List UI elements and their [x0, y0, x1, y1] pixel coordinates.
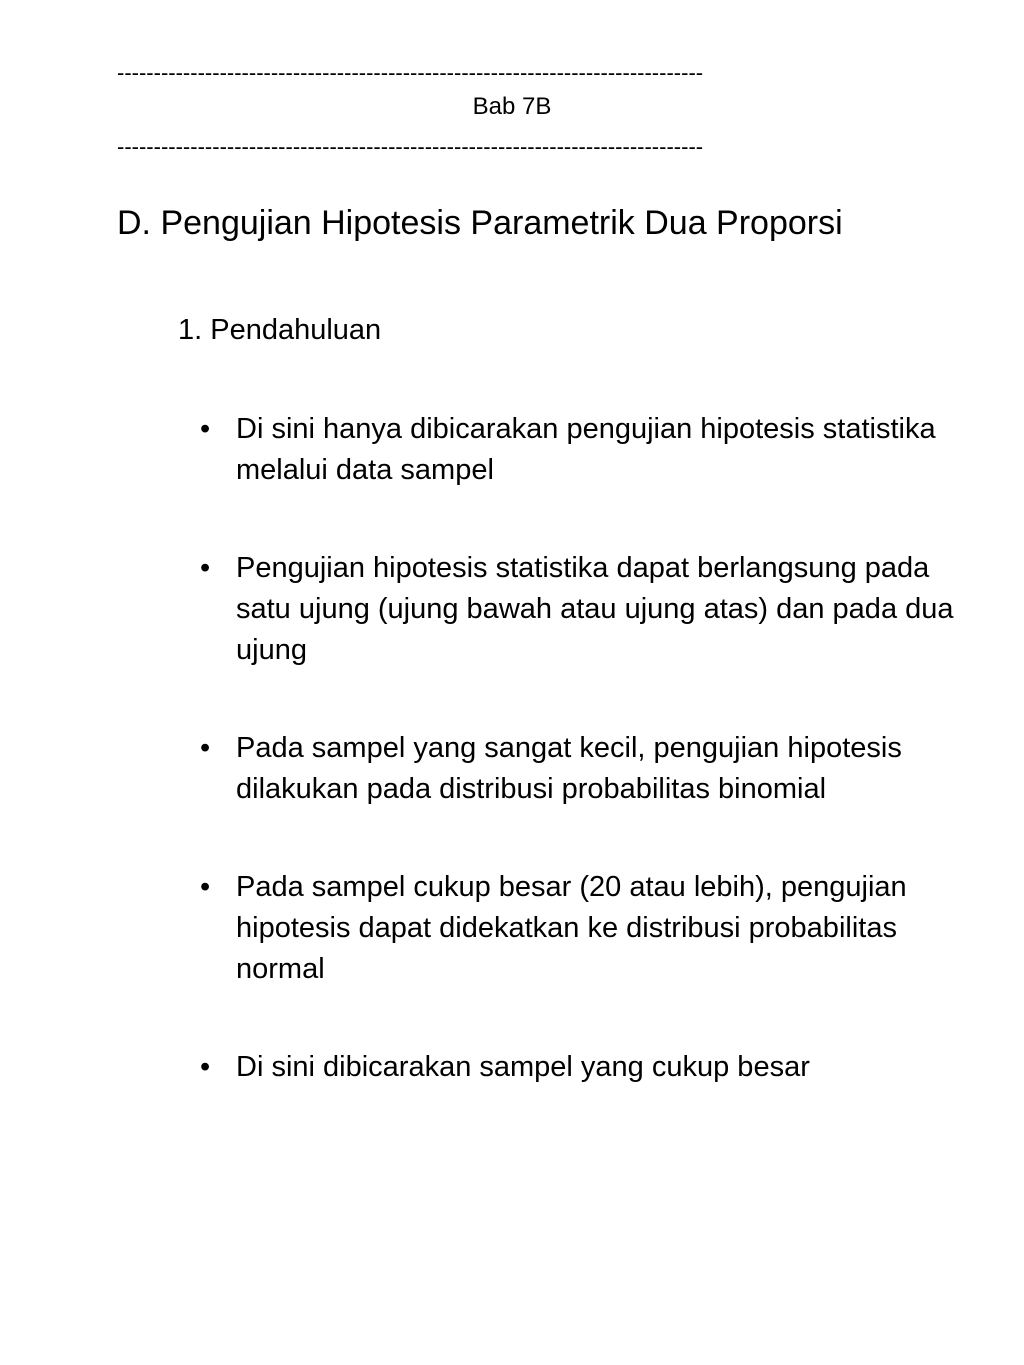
bullet-text: Pengujian hipotesis statistika dapat berlangsung pada satu ujung (ujung bawah atau ujung atas) dan pada dua ujung: [236, 552, 954, 666]
bullet-icon: •: [200, 552, 211, 584]
bullet-icon: •: [200, 413, 211, 445]
chapter-label: Bab 7B: [472, 93, 552, 120]
bullet-list: [200, 409, 960, 1145]
bullet-icon: •: [200, 871, 211, 903]
bullet-text: Pada sampel yang sangat kecil, pengujian hipotesis dilakukan pada distribusi probabilitas binomial: [236, 732, 902, 805]
header-rule-bottom: --------------------------------------------------------------------------------: [117, 134, 704, 159]
bullet-item: [200, 409, 960, 491]
bullet-item: [200, 548, 960, 671]
subsection-title: 1. Pendahuluan: [178, 314, 382, 346]
bullet-item: [200, 1047, 960, 1088]
header-rule-top: --------------------------------------------------------------------------------: [117, 60, 704, 85]
section-title: D. Pengujian Hipotesis Parametrik Dua Proporsi: [117, 204, 843, 242]
bullet-item: [200, 867, 960, 990]
bullet-icon: •: [200, 1051, 211, 1083]
bullet-text: Pada sampel cukup besar (20 atau lebih), pengujian hipotesis dapat didekatkan ke distribusi probabilitas normal: [236, 871, 907, 985]
bullet-text: Di sini dibicarakan sampel yang cukup besar: [236, 1051, 810, 1083]
bullet-icon: •: [200, 732, 211, 764]
bullet-text: Di sini hanya dibicarakan pengujian hipotesis statistika melalui data sampel: [236, 413, 936, 486]
bullet-item: [200, 728, 960, 810]
